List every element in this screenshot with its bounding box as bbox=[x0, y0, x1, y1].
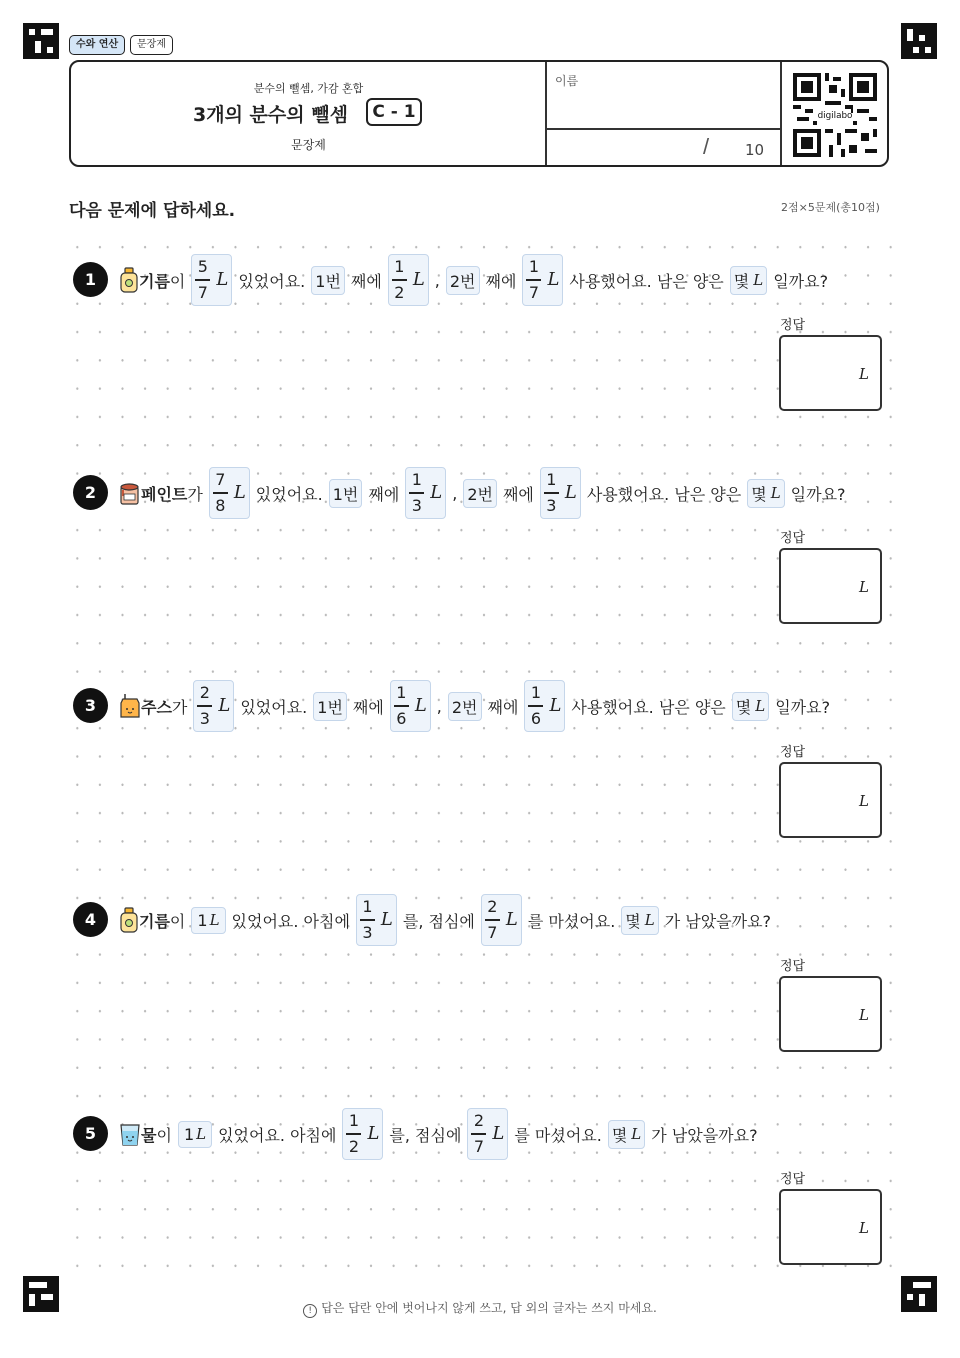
fraction-box bbox=[524, 680, 565, 731]
denominator: 3 bbox=[362, 922, 373, 942]
answer-unit: L bbox=[859, 578, 869, 596]
numerator: 2 bbox=[487, 897, 498, 917]
item-particle: 가 bbox=[171, 697, 188, 717]
answer-box-3[interactable] bbox=[779, 762, 882, 838]
text-segment: 째에 bbox=[502, 484, 534, 504]
text-segment: 째에 bbox=[352, 697, 384, 717]
unit-label: L bbox=[505, 909, 518, 931]
unit-label: L bbox=[196, 1125, 207, 1143]
denominator: 7 bbox=[487, 922, 498, 942]
text-segment: 사용했어요. 남은 양은 bbox=[586, 484, 742, 504]
problem-text bbox=[119, 891, 771, 949]
text-segment: 째에 bbox=[350, 271, 382, 291]
text-segment: 있었어요. bbox=[238, 271, 306, 291]
numerator: 1 bbox=[528, 257, 540, 277]
oil-bottle-icon bbox=[119, 907, 139, 933]
whole-number: 1 bbox=[183, 1124, 195, 1144]
header-divider bbox=[780, 62, 782, 165]
unit-label: L bbox=[216, 269, 229, 291]
unit-label: L bbox=[492, 1123, 505, 1145]
unit-label: L bbox=[564, 482, 577, 504]
question-text: 가 남았을까요? bbox=[651, 1125, 758, 1145]
fraction-box bbox=[522, 254, 563, 305]
order-box: 2번 bbox=[463, 479, 497, 508]
answer-label: 정답 bbox=[780, 959, 806, 974]
answer-box-5[interactable] bbox=[779, 1189, 882, 1265]
how-many-box bbox=[730, 266, 767, 295]
text-segment: 를 마셨어요. bbox=[527, 911, 616, 931]
unit-label: L bbox=[412, 269, 425, 291]
worksheet-code: C - 1 bbox=[366, 98, 422, 126]
denominator: 8 bbox=[215, 495, 226, 515]
name-label: 이름 bbox=[555, 74, 579, 88]
text-segment: 있었어요. 아침에 bbox=[218, 1125, 337, 1145]
answer-box-1[interactable] bbox=[779, 335, 882, 411]
denominator: 6 bbox=[530, 708, 542, 728]
whole-number: 1 bbox=[197, 910, 208, 930]
header-divider bbox=[545, 62, 547, 165]
problem-number: 5 bbox=[73, 1116, 108, 1151]
how-many-text: 몇 bbox=[611, 1125, 628, 1145]
score-slash: / bbox=[703, 134, 710, 159]
unit-label: L bbox=[380, 909, 393, 931]
denominator: 3 bbox=[546, 495, 557, 515]
question-text: 일까요? bbox=[775, 697, 831, 717]
item-particle: 가 bbox=[187, 484, 203, 504]
unit-label: L bbox=[430, 482, 443, 504]
text-segment: 를, 점심에 bbox=[402, 911, 475, 931]
warning-icon: ! bbox=[303, 1304, 317, 1318]
instruction: 다음 문제에 답하세요. bbox=[69, 201, 236, 221]
fraction-box bbox=[193, 680, 234, 731]
header-subtitle: 분수의 뺄셈, 가감 혼합 bbox=[253, 82, 364, 95]
fraction-box bbox=[467, 1108, 508, 1159]
item-name: 페인트 bbox=[141, 484, 188, 504]
fraction-box bbox=[209, 467, 250, 518]
numerator: 1 bbox=[396, 683, 407, 703]
oil-bottle-icon bbox=[119, 267, 139, 293]
whole-amount-box bbox=[178, 1121, 212, 1148]
fraction-box bbox=[390, 680, 431, 731]
how-many-box bbox=[608, 1120, 645, 1149]
unit-label: L bbox=[547, 269, 560, 291]
fraction-box bbox=[191, 254, 232, 305]
problem-number: 1 bbox=[73, 262, 108, 297]
order-box: 1번 bbox=[313, 692, 347, 721]
problem-text: 기름 이 $\frac{5}{7}$ L 있었어요. 1번 째에 $\frac{1}{2}$ L , 2번 째에 $\frac{1}{7}$ L 사용했어요. 남은 양은 몇 L 일까요? bbox=[119, 251, 828, 309]
text-segment: 사용했어요. 남은 양은 bbox=[569, 271, 724, 291]
how-many-box bbox=[732, 692, 769, 721]
denominator: 7 bbox=[528, 282, 540, 302]
juice-box-icon bbox=[119, 693, 141, 719]
how-many-text: 몇 bbox=[733, 271, 750, 291]
footer-note bbox=[0, 1299, 960, 1318]
unit-label: L bbox=[644, 911, 655, 929]
answer-label: 정답 bbox=[780, 531, 806, 546]
header-divider bbox=[545, 128, 781, 130]
numerator: 1 bbox=[362, 897, 373, 917]
unit-label: L bbox=[755, 697, 766, 715]
denominator: 3 bbox=[411, 495, 422, 515]
fraction-box bbox=[405, 467, 446, 518]
corner-marker-top-left bbox=[23, 23, 59, 59]
unit-label: L bbox=[367, 1123, 380, 1145]
unit-label: L bbox=[209, 911, 220, 929]
item-name: 기름 bbox=[139, 911, 170, 931]
order-box: 1번 bbox=[311, 266, 345, 295]
numerator: 1 bbox=[348, 1111, 360, 1131]
item-name: 주스 bbox=[141, 697, 172, 717]
how-many-box bbox=[621, 906, 658, 935]
problem-text: 주스 가 $\frac{2}{3}$ L 있었어요. 1번 째에 $\frac{1}{6}$ L , 2번 째에 $\frac{1}{6}$ L 사용했어요. 남은 양은 몇 L 일까요? bbox=[119, 677, 830, 735]
denominator: 2 bbox=[348, 1136, 360, 1156]
answer-box-4[interactable] bbox=[779, 976, 882, 1052]
answer-label: 정답 bbox=[780, 318, 806, 333]
item-name: 기름 bbox=[139, 271, 170, 291]
score-info: 2점×5문제(총10점) bbox=[781, 201, 880, 214]
fraction-box bbox=[388, 254, 429, 305]
text-segment: 째에 bbox=[485, 271, 517, 291]
fraction-box bbox=[481, 894, 522, 945]
type-tag: 문장제 bbox=[130, 35, 173, 55]
how-many-text: 몇 bbox=[751, 484, 767, 504]
answer-unit: L bbox=[859, 792, 869, 810]
score-total: 10 bbox=[745, 141, 765, 159]
numerator: 2 bbox=[473, 1111, 485, 1131]
how-many-box bbox=[747, 479, 784, 508]
numerator: 2 bbox=[199, 683, 210, 703]
water-cup-icon bbox=[119, 1122, 141, 1146]
item-name: 물 bbox=[141, 1125, 157, 1145]
header-kind: 문장제 bbox=[291, 138, 326, 152]
numerator: 1 bbox=[546, 470, 557, 490]
answer-label: 정답 bbox=[780, 1172, 806, 1187]
fraction-box bbox=[342, 1108, 383, 1159]
denominator: 6 bbox=[396, 708, 407, 728]
whole-amount-box bbox=[191, 907, 225, 934]
answer-unit: L bbox=[859, 1006, 869, 1024]
text-segment: 째에 bbox=[368, 484, 400, 504]
footer-text: 답은 답란 안에 벗어나지 않게 쓰고, 답 외의 글자는 쓰지 마세요. bbox=[321, 1301, 657, 1315]
numerator: 7 bbox=[215, 470, 226, 490]
how-many-text: 몇 bbox=[625, 911, 641, 931]
text-segment: 있었어요. bbox=[255, 484, 323, 504]
numerator: 1 bbox=[411, 470, 422, 490]
unit-label: L bbox=[414, 695, 427, 717]
paint-can-icon bbox=[119, 481, 141, 505]
text-segment: 를, 점심에 bbox=[389, 1125, 462, 1145]
answer-label: 정답 bbox=[780, 745, 806, 760]
problem-text: 페인트 가 $\frac{7}{8}$ L 있었어요. 1번 째에 $\frac{1}{3}$ L , 2번 째에 $\frac{1}{3}$ L 사용했어요. 남은 양은 몇 L 일까요? bbox=[119, 464, 846, 522]
answer-unit: L bbox=[859, 365, 869, 383]
fraction-box bbox=[540, 467, 581, 518]
order-box: 1번 bbox=[329, 479, 363, 508]
numerator: 5 bbox=[197, 257, 208, 277]
text-segment: 있었어요. bbox=[240, 697, 308, 717]
problem-number: 4 bbox=[73, 902, 108, 937]
unit-label: L bbox=[770, 484, 781, 502]
question-text: 일까요? bbox=[790, 484, 846, 504]
problem-number: 3 bbox=[73, 688, 108, 723]
text-segment: 있었어요. 아침에 bbox=[231, 911, 350, 931]
unit-label: L bbox=[753, 271, 764, 289]
text-segment: 째에 bbox=[487, 697, 519, 717]
corner-marker-top-right bbox=[901, 23, 937, 59]
text-segment: 사용했어요. 남은 양은 bbox=[571, 697, 726, 717]
item-particle: 이 bbox=[156, 1125, 172, 1145]
unit-label: L bbox=[233, 482, 246, 504]
question-text: 일까요? bbox=[773, 271, 829, 291]
unit-label: L bbox=[631, 1125, 642, 1143]
question-text: 가 남았을까요? bbox=[664, 911, 772, 931]
text-segment: 를 마셨어요. bbox=[514, 1125, 602, 1145]
worksheet-title: 3개의 분수의 뺄셈 bbox=[193, 104, 348, 126]
order-box: 2번 bbox=[446, 266, 480, 295]
problem-text bbox=[119, 1105, 758, 1163]
numerator: 1 bbox=[394, 257, 405, 277]
problem-number: 2 bbox=[73, 475, 108, 510]
fraction-box bbox=[356, 894, 397, 945]
answer-unit: L bbox=[859, 1219, 869, 1237]
order-box: 2번 bbox=[448, 692, 482, 721]
unit-label: L bbox=[549, 695, 562, 717]
qr-text: digilabo bbox=[817, 111, 853, 122]
denominator: 2 bbox=[394, 282, 405, 302]
worksheet-header bbox=[69, 60, 889, 167]
denominator: 7 bbox=[473, 1136, 485, 1156]
item-particle: 이 bbox=[169, 271, 186, 291]
unit-label: L bbox=[218, 695, 231, 717]
answer-box-2[interactable] bbox=[779, 548, 882, 624]
how-many-text: 몇 bbox=[735, 697, 752, 717]
numerator: 1 bbox=[530, 683, 542, 703]
qr-code-icon bbox=[793, 73, 877, 157]
category-tag: 수와 연산 bbox=[69, 35, 125, 55]
denominator: 3 bbox=[199, 708, 210, 728]
denominator: 7 bbox=[197, 282, 208, 302]
item-particle: 이 bbox=[169, 911, 186, 931]
